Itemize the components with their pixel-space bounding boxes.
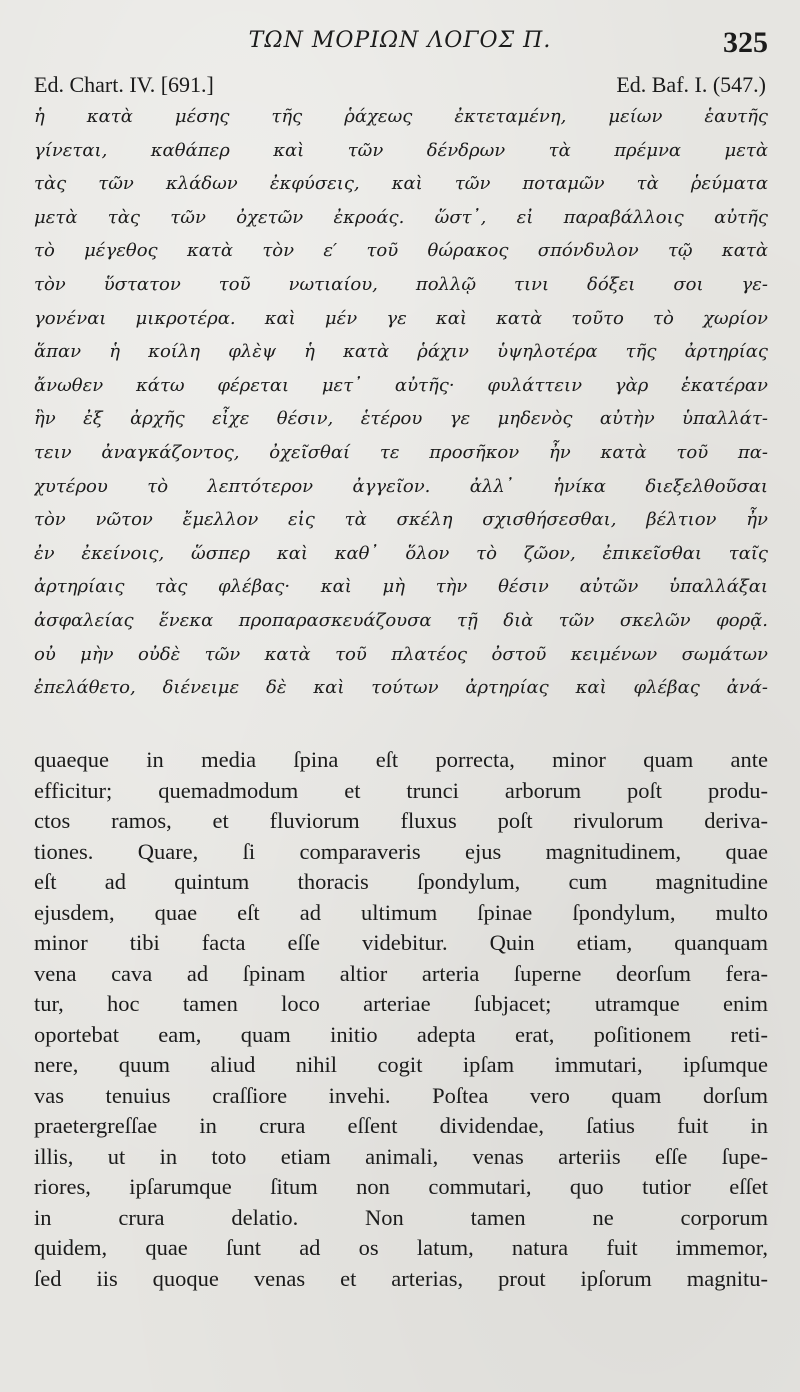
greek-line: τειν ἀναγκάζοντος, ὀχεῖσθαί τε προσῆκον ἦν κατὰ τοῦ πα- xyxy=(34,441,768,463)
greek-line: τὸν νῶτον ἔμελλον εἰς τὰ σκέλη σχισθήσεσθαι, βέλτιον ἦν xyxy=(34,509,768,531)
greek-line: γίνεται, καθάπερ καὶ τῶν δένδρων τὰ πρέμνα μετὰ xyxy=(34,139,768,161)
latin-line: vas tenuius craſſiore invehi. Poſtea vero quam dorſum xyxy=(34,1082,768,1108)
greek-line: γονέναι μικροτέρα. καὶ μέν γε καὶ κατὰ τοῦτο τὸ χωρίον xyxy=(34,307,768,329)
greek-line: χυτέρου τὸ λεπτότερον ἀγγεῖον. ἀλλ᾽ ἡνίκα διεξελθοῦσαι xyxy=(34,475,768,497)
latin-line: tur, hoc tamen loco arteriae ſubjacet; utramque enim xyxy=(34,991,768,1016)
greek-line: ἅπαν ἡ κοίλη φλὲψ ἡ κατὰ ῥάχιν ὑψηλοτέρα τῆς ἀρτηρίας xyxy=(34,341,768,363)
greek-line: ἀρτηρίαις τὰς φλέβας· καὶ μὴ τὴν θέσιν αὐτῶν ὑπαλλάξαι xyxy=(34,576,768,598)
greek-line: μετὰ τὰς τῶν ὀχετῶν ἐκροάς. ὥστ᾽, εἰ παραβάλλοις αὐτῆς xyxy=(34,206,768,228)
edition-right: Ed. Baf. I. (547.) xyxy=(616,72,766,97)
edition-left: Ed. Chart. IV. [691.] xyxy=(34,72,214,97)
greek-text xyxy=(34,100,768,705)
greek-line: ἣν ἐξ ἀρχῆς εἶχε θέσιν, ἑτέρου γε μηδενὸς αὐτὴν ὑπαλλάτ- xyxy=(34,408,768,430)
greek-line: τὰς τῶν κλάδων ἐκφύσεις, καὶ τῶν ποταμῶν τὰ ῥεύματα xyxy=(34,173,768,195)
latin-line: ſed iis quoque venas et arterias, prout ipſorum magnitu- xyxy=(34,1265,768,1291)
greek-line: τὸν ὕστατον τοῦ νωτιαίου, πολλῷ τινι δόξει σοι γε- xyxy=(34,273,768,295)
latin-line: minor tibi facta eſſe videbitur. Quin etiam, quanquam xyxy=(34,930,768,955)
latin-line: eſt ad quintum thoracis ſpondylum, cum magnitudine xyxy=(34,869,768,894)
latin-line: nere, quum aliud nihil cogit ipſam immutari, ipſumque xyxy=(34,1052,768,1077)
greek-line: ἄνωθεν κάτω φέρεται μετ᾽ αὐτῆς· φυλάττειν γὰρ ἑκατέραν xyxy=(34,374,768,396)
greek-line: τὸ μέγεθος κατὰ τὸν ε′ τοῦ θώρακος σπόνδυλον τῷ κατὰ xyxy=(34,240,768,262)
latin-line: quidem, quae ſunt ad os latum, natura fuit immemor, xyxy=(34,1235,768,1260)
greek-line: ἡ κατὰ μέσης τῆς ῥάχεως ἐκτεταμένη, μείων ἑαυτῆς xyxy=(34,106,768,127)
greek-line: ἀσφαλείας ἕνεκα προπαρασκευάζουσα τῇ διὰ τῶν σκελῶν φορᾷ. xyxy=(34,609,768,631)
latin-line: riores, ipſarumque ſitum non commutari, quo tutior eſſet xyxy=(34,1174,768,1199)
latin-line: praetergreſſae in crura eſſent dividendae, ſatius fuit in xyxy=(34,1113,768,1138)
greek-line: ἐν ἐκείνοις, ὥσπερ καὶ καθ᾽ ὅλον τὸ ζῶον, ἐπικεῖσθαι ταῖς xyxy=(34,542,768,564)
latin-line: oportebat eam, quam initio adepta erat, poſitionem reti- xyxy=(34,1021,768,1047)
running-head xyxy=(0,28,800,62)
latin-line: vena cava ad ſpinam altior arteria ſuperne deorſum fera- xyxy=(34,960,768,986)
latin-line: tiones. Quare, ſi comparaveris ejus magnitudinem, quae xyxy=(34,838,768,864)
latin-line: ejusdem, quae eſt ad ultimum ſpinae ſpondylum, multo xyxy=(34,899,768,925)
latin-line: quaeque in media ſpina eſt porrecta, minor quam ante xyxy=(34,747,768,772)
latin-text xyxy=(34,745,768,1294)
greek-line: οὐ μὴν οὐδὲ τῶν κατὰ τοῦ πλατέος ὀστοῦ κειμένων σωμάτων xyxy=(34,643,768,665)
latin-line: illis, ut in toto etiam animali, venas arteriis eſſe ſupe- xyxy=(34,1143,768,1169)
latin-line: ctos ramos, et fluviorum fluxus poſt rivulorum deriva- xyxy=(34,808,768,833)
latin-line: efficitur; quemadmodum et trunci arborum poſt produ- xyxy=(34,777,768,803)
latin-line: in crura delatio. Non tamen ne corporum xyxy=(34,1204,768,1230)
edition-references xyxy=(34,72,766,100)
greek-line: ἐπελάθετο, διένειμε δὲ καὶ τούτων ἀρτηρίας καὶ φλέβας ἀνά- xyxy=(34,677,768,699)
running-title: ΤΩΝ ΜΟΡΙΩΝ ΛΟΓΟΣ Π. xyxy=(248,28,552,53)
page-number: 325 xyxy=(723,26,768,59)
